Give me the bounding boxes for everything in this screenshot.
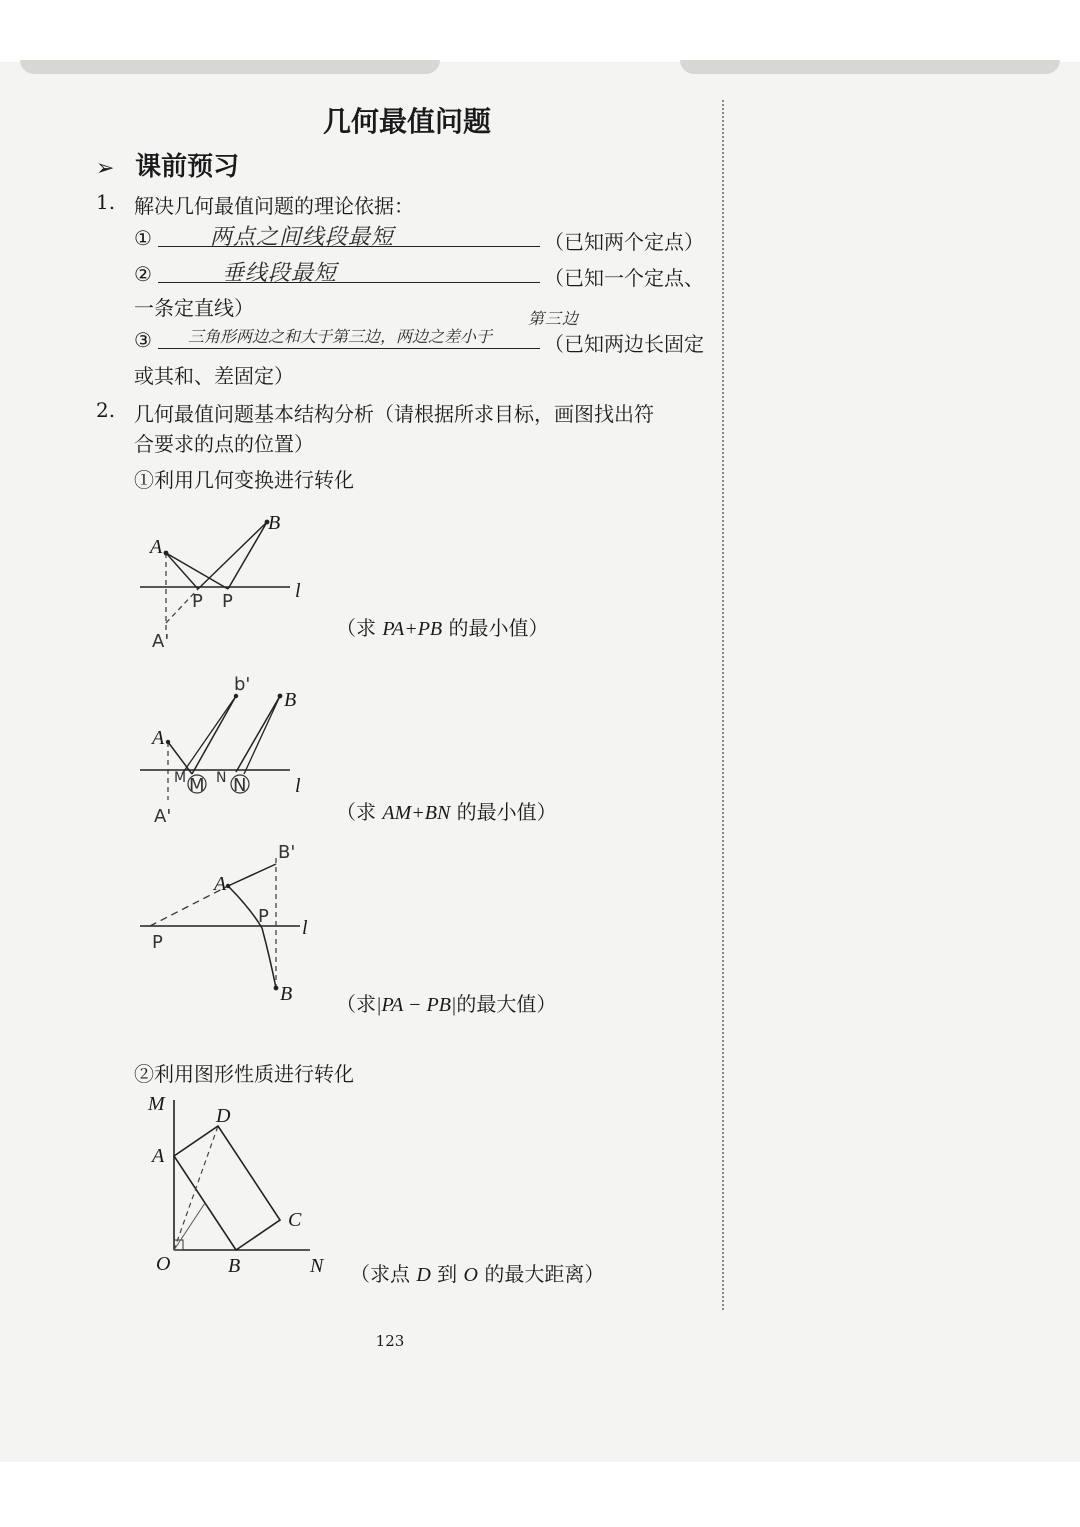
fig4-label-o: O: [156, 1253, 171, 1275]
item-3-blank: [158, 348, 540, 349]
question-1-number: 1.: [96, 190, 116, 214]
column-divider: [722, 100, 724, 1310]
item-2-blank: [158, 282, 540, 283]
arrow-bullet-icon: ➢: [96, 156, 115, 181]
fig1-point-a: [164, 551, 169, 556]
figure-1-caption: [336, 612, 549, 641]
fig1-label-l: l: [295, 580, 301, 602]
fig2-label-l: l: [295, 775, 301, 797]
figure-2-translation-diagram: [130, 670, 330, 835]
fig3-label-b-prime: B': [278, 842, 296, 863]
scan-bottom-margin: [0, 1462, 1080, 1527]
fig4-segment-od: [174, 1126, 218, 1250]
fig2-label-n-small: N: [216, 770, 227, 786]
item-2-handwritten-answer: 垂线段最短: [222, 261, 338, 286]
fig3-caption-expr: |PA − PB|: [376, 994, 457, 1016]
fig4-caption-mid: 到: [430, 1262, 464, 1286]
fig4-caption-pre: （求点: [350, 1262, 417, 1286]
fig2-caption-pre: （求: [336, 800, 383, 824]
fig2-caption-expr: AM+BN: [382, 802, 451, 824]
item-3-note: （已知两边长固定: [544, 332, 704, 356]
section-heading-text: 课前预习: [135, 152, 240, 182]
fig1-segment-ap: [166, 553, 228, 589]
fig2-point-a: [166, 740, 170, 744]
fig2-label-m: M: [189, 775, 205, 796]
fig2-segment-m-bprime: [192, 696, 236, 774]
fig1-segment-pb: [228, 522, 267, 589]
fig1-segment-ap2: [166, 553, 198, 589]
figure-1-reflection-diagram: [130, 505, 330, 660]
fig2-label-a-prime: A': [154, 806, 172, 827]
fig1-label-b: B: [268, 512, 281, 534]
fig4-label-b: B: [228, 1255, 241, 1277]
fig1-label-p: P: [222, 591, 233, 612]
item-2-note-continued: 一条定直线）: [134, 296, 254, 320]
fig2-segment-m2-bprime: [182, 696, 236, 774]
fig2-label-a: A: [152, 727, 165, 749]
item-3-note-continued: 或其和、差固定）: [134, 364, 294, 388]
item-1-handwritten-answer: 两点之间线段最短: [210, 225, 395, 250]
fig4-label-n: N: [310, 1255, 324, 1277]
page-number: 123: [375, 1332, 405, 1350]
fig1-label-a-prime: A': [152, 631, 170, 652]
fig4-rectangle-abcd: [174, 1126, 280, 1250]
fig3-caption-pre: （求: [336, 992, 376, 1016]
fig4-caption-post: 的最大距离）: [477, 1262, 605, 1286]
fig1-label-p-hand: P: [192, 591, 203, 612]
fig1-label-a: A: [150, 536, 163, 558]
fig4-label-c: C: [288, 1209, 302, 1231]
question-2-stem-line1: 几何最值问题基本结构分析（请根据所求目标，画图找出符: [134, 402, 654, 426]
item-1-marker: ①: [134, 226, 152, 250]
question-2-stem-line2: 合要求的点的位置）: [134, 432, 314, 456]
question-1-stem: 解决几何最值问题的理论依据：: [134, 194, 414, 218]
item-3-marker: ③: [134, 328, 152, 352]
fig2-segment-nb: [236, 696, 280, 772]
item-1-note: （已知两个定点）: [544, 230, 704, 254]
fig4-label-m: M: [148, 1093, 165, 1115]
fig1-caption-post: 的最小值）: [442, 616, 549, 640]
fig4-label-d: D: [216, 1105, 231, 1127]
figure-4-rectangle-diagram: [140, 1090, 350, 1280]
fig3-label-l: l: [302, 917, 308, 939]
fig3-point-a: [226, 884, 230, 888]
section-heading: [96, 146, 239, 183]
fig1-segment-p2b: [198, 522, 267, 589]
part-1-title: ①利用几何变换进行转化: [134, 468, 354, 492]
item-2-note: （已知一个定点、: [544, 266, 704, 290]
fig3-broken-line-apb: [228, 886, 276, 988]
scan-top-margin: [0, 0, 1080, 62]
fig4-caption-d: D: [416, 1264, 431, 1286]
fig3-point-b: [274, 986, 279, 991]
fig1-caption-pre: （求: [336, 616, 383, 640]
part-2-title: ②利用图形性质进行转化: [134, 1062, 354, 1086]
scan-shadow-left: [20, 60, 440, 74]
figure-4-caption: [350, 1258, 604, 1287]
fig3-label-a: A: [214, 873, 227, 895]
fig2-label-n: N: [233, 775, 247, 796]
fig2-label-b-prime: b': [234, 674, 251, 695]
fig3-label-p: P: [152, 932, 163, 953]
fig3-caption-post: 的最大值）: [456, 992, 557, 1016]
fig3-segment-a-bprime: [228, 864, 276, 886]
page-title: 几何最值问题: [322, 105, 491, 138]
question-2-number: 2.: [96, 398, 116, 422]
fig4-caption-o: O: [463, 1264, 478, 1286]
fig2-segment-n2b: [244, 696, 280, 774]
figure-3-caption: [336, 988, 556, 1017]
fig3-label-p-circled: P: [258, 906, 269, 927]
fig2-caption-post: 的最小值）: [450, 800, 557, 824]
fig3-label-b: B: [280, 983, 293, 1005]
item-3-handwritten-extra: 第三边: [528, 309, 580, 328]
fig4-segment-o-mid: [174, 1203, 205, 1250]
fig2-label-m-small: M: [174, 770, 187, 786]
fig2-point-b: [278, 694, 283, 699]
item-2-marker: ②: [134, 262, 152, 286]
item-3-handwritten-answer: 三角形两边之和大于第三边，两边之差小于: [188, 327, 493, 346]
scan-shadow-right: [680, 60, 1060, 74]
figure-3-difference-diagram: [130, 828, 330, 1008]
fig1-caption-expr: PA+PB: [382, 618, 443, 640]
fig2-label-b: B: [284, 689, 297, 711]
figure-2-caption: [336, 796, 557, 825]
fig4-label-a: A: [152, 1145, 165, 1167]
